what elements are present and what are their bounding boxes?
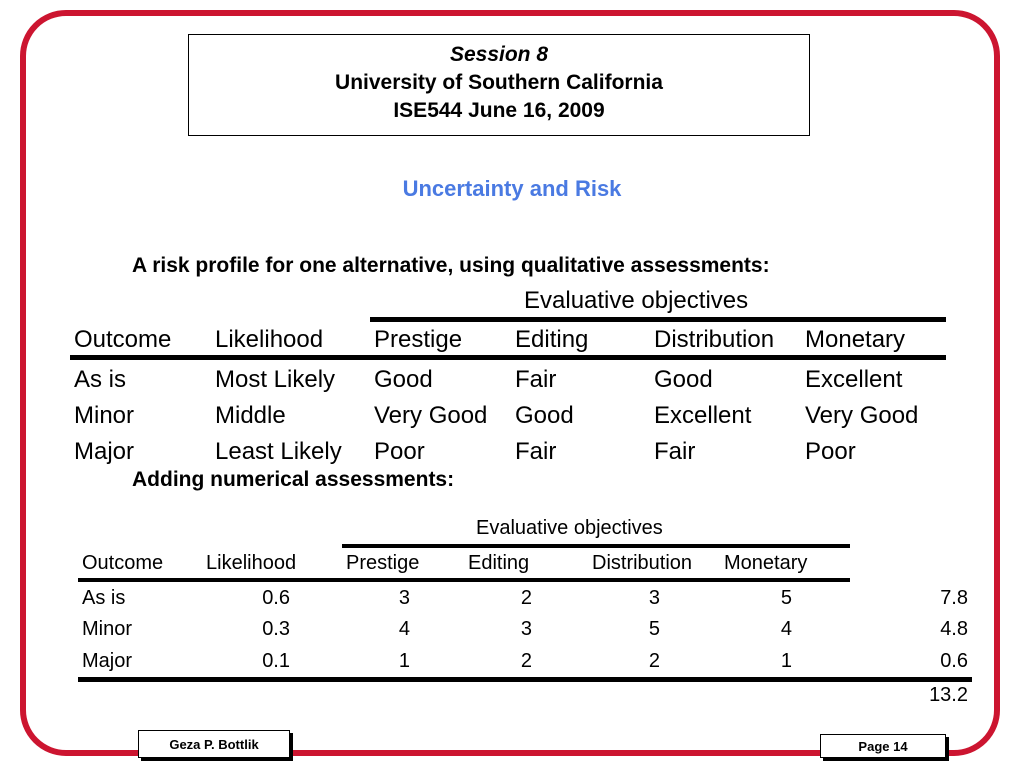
n-cell: 4.8: [940, 618, 968, 640]
q-cell: Major: [74, 438, 135, 465]
author-name: Geza P. Bottlik: [169, 736, 259, 752]
n-cell: 1: [398, 650, 410, 672]
q-cell: Fair: [515, 366, 557, 393]
n-header-likelihood: Likelihood: [206, 552, 297, 574]
n-cell: 0.3: [262, 618, 290, 640]
n-cell: 0.1: [262, 650, 290, 672]
n-cell: 3: [520, 618, 532, 640]
university-label: University of Southern California: [335, 71, 663, 94]
qualitative-header-rule: [70, 355, 946, 360]
n-header-prestige: Prestige: [346, 552, 420, 574]
q-cell: Middle: [215, 402, 286, 429]
q-cell: Most Likely: [215, 366, 336, 393]
n-cell: 3: [398, 587, 410, 609]
page-footer: [820, 734, 946, 758]
q-cell: Excellent: [654, 402, 752, 429]
q-cell: Fair: [515, 438, 557, 465]
q-cell: Minor: [74, 402, 135, 429]
q-cell: Least Likely: [215, 438, 342, 465]
q-cell: Very Good: [805, 402, 919, 429]
session-label: Session 8: [449, 43, 549, 66]
q-header-likelihood: Likelihood: [215, 326, 324, 353]
q-header-distribution: Distribution: [654, 326, 775, 353]
q-cell: Poor: [805, 438, 856, 465]
n-cell: 1: [780, 650, 792, 672]
qualitative-group-rule: [370, 317, 946, 322]
q-cell: Excellent: [805, 366, 903, 393]
n-cell: 3: [648, 587, 660, 609]
q-cell: As is: [74, 366, 127, 393]
n-header-editing: Editing: [468, 552, 530, 574]
course-label: ISE544 June 16, 2009: [393, 99, 605, 122]
q-cell: Very Good: [374, 402, 488, 429]
slide-title: Uncertainty and Risk: [402, 176, 622, 201]
numerical-group-header: Evaluative objectives: [476, 517, 663, 539]
n-cell: 2: [520, 650, 532, 672]
q-cell: Good: [654, 366, 713, 393]
q-cell: Good: [374, 366, 433, 393]
n-cell: Major: [82, 650, 133, 672]
n-cell: 5: [780, 587, 792, 609]
q-header-editing: Editing: [515, 326, 589, 353]
n-cell: 5: [648, 618, 660, 640]
n-cell: 7.8: [940, 587, 968, 609]
numerical-bottom-rule: [78, 677, 972, 682]
n-cell: As is: [82, 587, 126, 609]
page-number: Page 14: [858, 738, 908, 754]
numerical-subtitle: Adding numerical assessments:: [132, 468, 455, 491]
n-cell: 0.6: [940, 650, 968, 672]
n-cell: Minor: [82, 618, 133, 640]
q-cell: Poor: [374, 438, 425, 465]
n-cell: 0.6: [262, 587, 290, 609]
qualitative-subtitle: A risk profile for one alternative, using qualitative assessments:: [132, 254, 770, 277]
n-cell: 2: [648, 650, 660, 672]
author-footer: [138, 730, 290, 758]
n-cell: 4: [780, 618, 792, 640]
q-cell: Fair: [654, 438, 696, 465]
n-cell: 4: [398, 618, 410, 640]
numerical-group-rule: [342, 544, 850, 548]
n-header-monetary: Monetary: [724, 552, 808, 574]
total-value: 13.2: [929, 684, 968, 706]
header-box: [188, 34, 810, 136]
numerical-header-rule: [78, 578, 850, 582]
n-header-outcome: Outcome: [82, 552, 164, 574]
q-header-monetary: Monetary: [805, 326, 906, 353]
q-header-outcome: Outcome: [74, 326, 172, 353]
n-header-distribution: Distribution: [592, 552, 693, 574]
q-cell: Good: [515, 402, 574, 429]
qualitative-group-header: Evaluative objectives: [524, 287, 749, 314]
n-cell: 2: [520, 587, 532, 609]
q-header-prestige: Prestige: [374, 326, 463, 353]
